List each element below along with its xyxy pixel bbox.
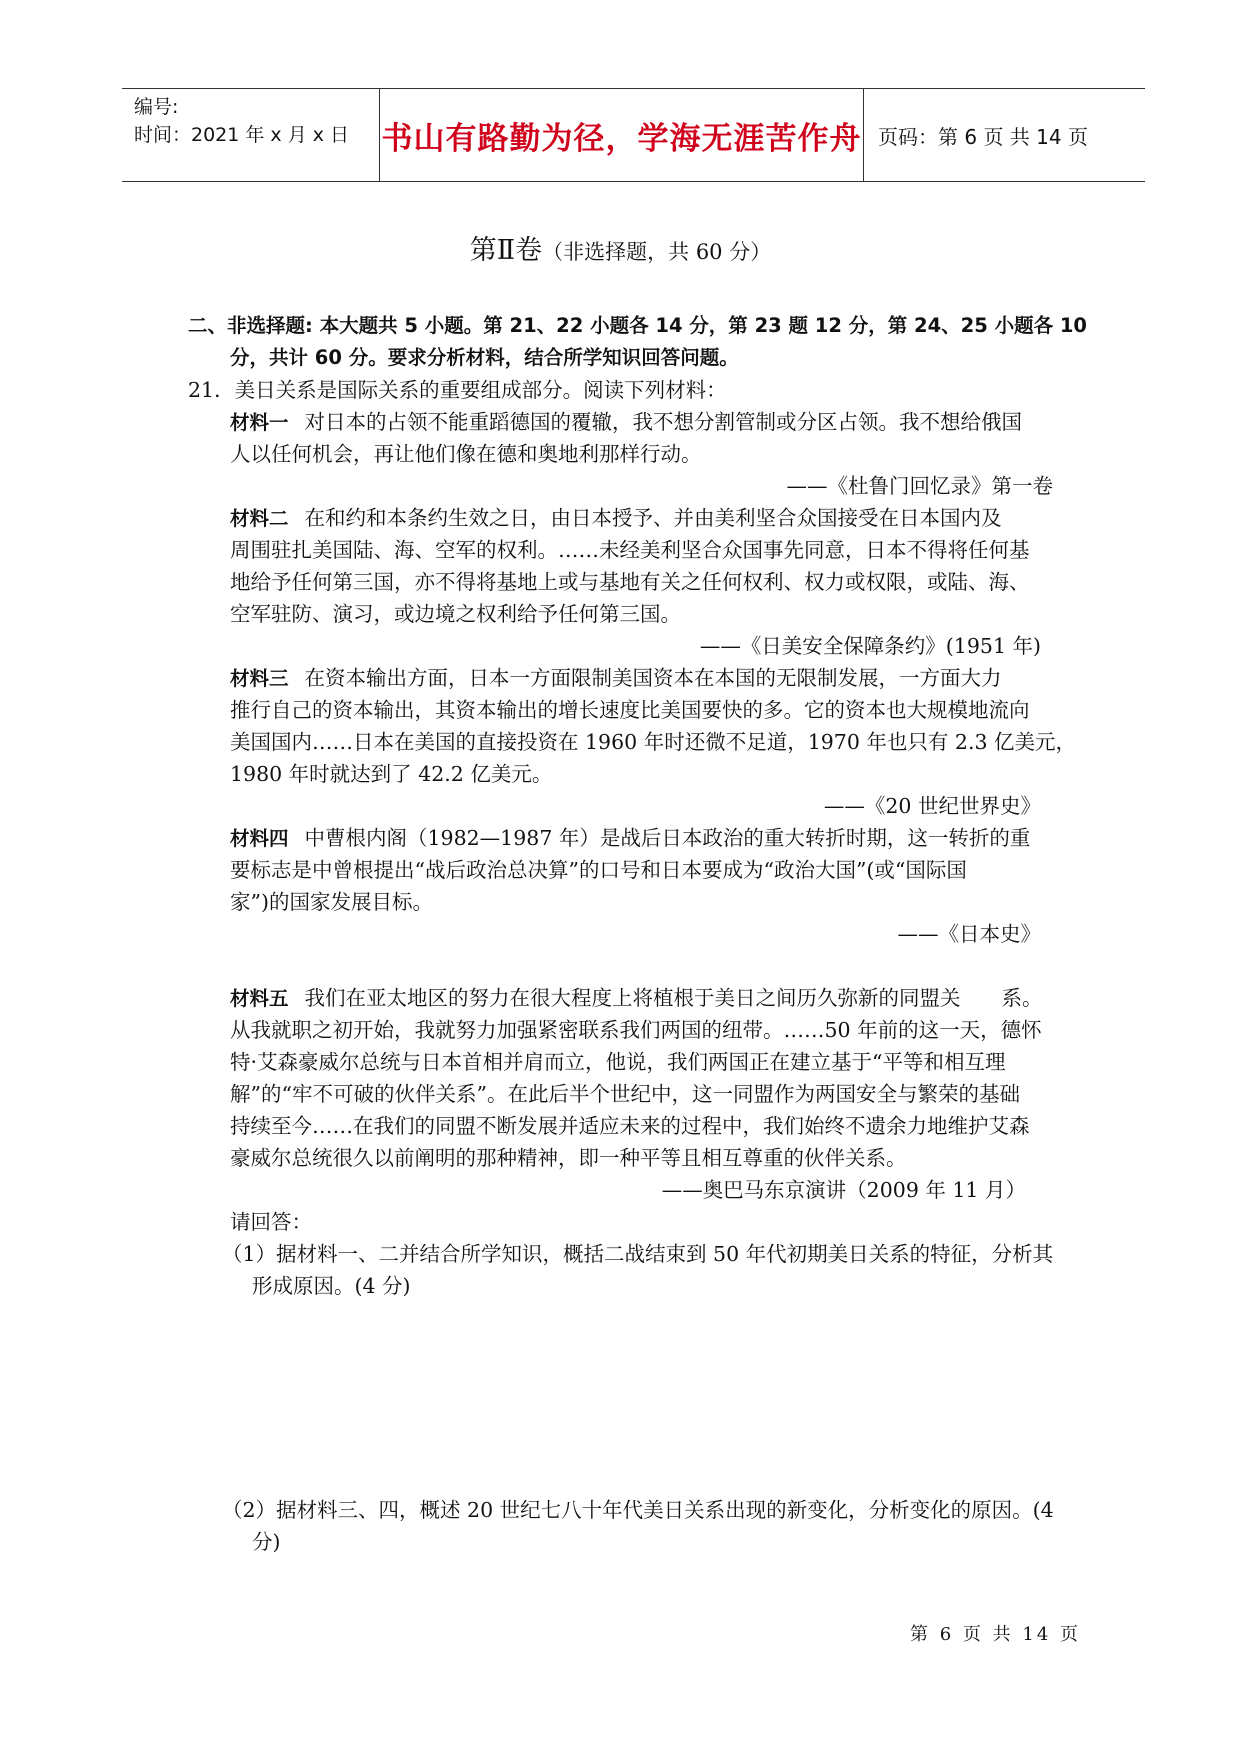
question-2-line-2: 分) xyxy=(252,1530,281,1554)
page-info: 页码：第 6 页 共 14 页 xyxy=(878,124,1088,149)
material-5-line-5: 持续至今……在我们的同盟不断发展并适应未来的过程中，我们始终不遗余力地维护艾森 xyxy=(230,1114,1030,1138)
question-2-line-1: （2）据材料三、四，概述 20 世纪七八十年代美日关系出现的新变化，分析变化的原因。(4 xyxy=(222,1498,1054,1522)
material-3-line-1: 材料三 在资本输出方面，日本一方面限制美国资本在本国的无限制发展，一方面大力 xyxy=(230,666,1002,690)
material-5-line-4: 解”的“牢不可破的伙伴关系”。在此后半个世纪中，这一同盟作为两国安全与繁荣的基础 xyxy=(230,1082,1020,1106)
number-label: 编号: xyxy=(134,96,179,118)
time-label: 时间：2021 年 x 月 x 日 xyxy=(134,124,350,146)
material-5-line-1: 材料五 我们在亚太地区的努力在很大程度上将植根于美日之间历久弥新的同盟关 系。 xyxy=(230,986,1043,1010)
material-1-line-1: 材料一 对日本的占领不能重蹈德国的覆辙，我不想分割管制或分区占领。我不想给俄国 xyxy=(230,410,1023,434)
question-1-line-2: 形成原因。(4 分) xyxy=(252,1274,411,1298)
material-4-line-1: 材料四 中曹根内阁（1982—1987 年）是战后日本政治的重大转折时期，这一转折的重 xyxy=(230,826,1031,850)
material-4-line-2: 要标志是中曾根提出“战后政治总决算”的口号和日本要成为“政治大国”(或“国际国 xyxy=(230,858,967,882)
material-2-line-1: 材料二 在和约和本条约生效之日，由日本授予、并由美利坚合众国接受在日本国内及 xyxy=(230,506,1002,530)
question-21-intro: 21．美日关系是国际关系的重要组成部分。阅读下列材料： xyxy=(188,378,727,402)
header-left-cell xyxy=(122,89,380,181)
material-5-line-2: 从我就职之初开始，我就努力加强紧密联系我们两国的纽带。……50 年前的这一天，德怀 xyxy=(230,1018,1042,1042)
question-1-line-1: （1）据材料一、二并结合所学知识，概括二战结束到 50 年代初期美日关系的特征，分析其 xyxy=(222,1242,1054,1266)
material-2-label: 材料二 xyxy=(230,507,289,530)
material-4-label: 材料四 xyxy=(230,827,289,850)
answer-prompt: 请回答： xyxy=(230,1210,312,1234)
motto: 书山有路勤为径，学海无涯苦作舟 xyxy=(380,89,864,181)
material-4-source: ——《日本史》 xyxy=(897,922,1041,946)
material-5-line-3: 特·艾森豪威尔总统与日本首相并肩而立，他说，我们两国正在建立基于“平等和相互理 xyxy=(230,1050,1006,1074)
material-3-line-4: 1980 年时就达到了 42.2 亿美元。 xyxy=(230,762,553,786)
material-1-source: ——《杜鲁门回忆录》第一卷 xyxy=(786,474,1053,498)
material-2-line-2: 周围驻扎美国陆、海、空军的权利。……未经美利坚合众国事先同意，日本不得将任何基 xyxy=(230,538,1030,562)
material-2-line-4: 空军驻防、演习，或边境之权利给予任何第三国。 xyxy=(230,602,681,626)
material-3-line-3: 美国国内……日本在美国的直接投资在 1960 年时还微不足道，1970 年也只有 2.3 亿美元， xyxy=(230,730,1077,754)
material-2-source: ——《日美安全保障条约》(1951 年) xyxy=(699,634,1041,658)
material-1-line-2: 人以任何机会，再让他们像在德和奥地利那样行动。 xyxy=(230,442,702,466)
material-4-line-3: 家”)的国家发展目标。 xyxy=(230,890,433,914)
page-footer: 第 6 页 共 14 页 xyxy=(910,1624,1081,1645)
material-5-source: ——奥巴马东京演讲（2009 年 11 月） xyxy=(661,1178,1026,1202)
material-5-label: 材料五 xyxy=(230,987,289,1010)
material-5-line-6: 豪威尔总统很久以前阐明的那种精神，即一种平等且相互尊重的伙伴关系。 xyxy=(230,1146,907,1170)
instructions-line-1: 二、非选择题: 本大题共 5 小题。第 21、22 小题各 14 分，第 23 题 12 分，第 24、25 小题各 10 xyxy=(188,314,1087,337)
section-title: 第Ⅱ卷（非选择题，共 60 分） xyxy=(469,235,772,266)
page-header xyxy=(122,88,1145,182)
material-3-line-2: 推行自己的资本输出，其资本输出的增长速度比美国要快的多。它的资本也大规模地流向 xyxy=(230,698,1030,722)
material-3-label: 材料三 xyxy=(230,667,289,690)
material-2-line-3: 地给予任何第三国，亦不得将基地上或与基地有关之任何权利、权力或权限，或陆、海、 xyxy=(230,570,1030,594)
material-3-source: ——《20 世纪世界史》 xyxy=(823,794,1041,818)
material-1-label: 材料一 xyxy=(230,411,289,434)
instructions-line-2: 分，共计 60 分。要求分析材料，结合所学知识回答问题。 xyxy=(230,346,739,369)
